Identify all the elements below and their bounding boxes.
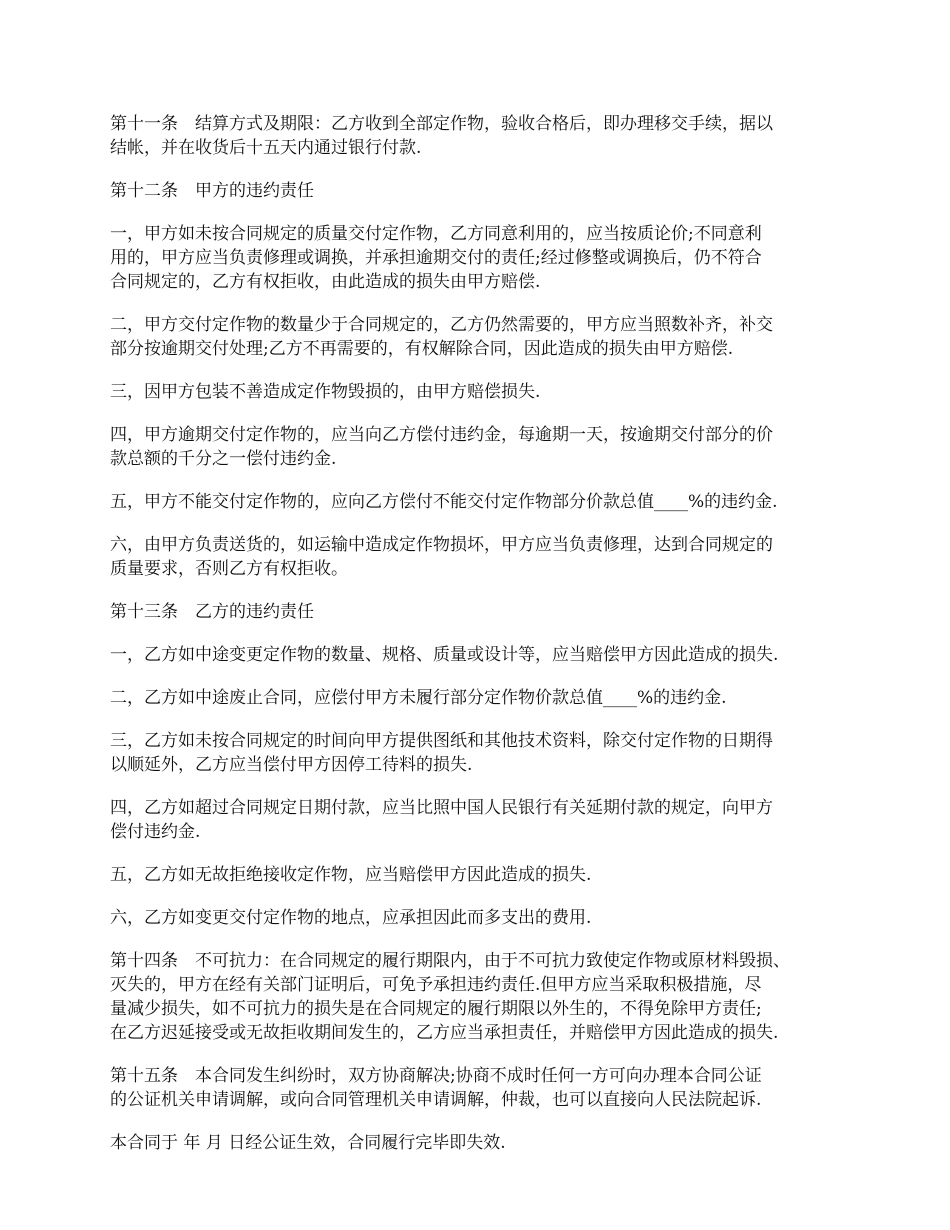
article-12-clause-5: 五，甲方不能交付定作物的，应向乙方偿付不能交付定作物部分价款总值____%的违约金. [110,492,778,512]
article-13-clause-3: 三，乙方如未按合同规定的时间向甲方提供图纸和其他技术资料，除交付定作物的日期得 以顺延外，乙方应当偿付甲方因停工待料的损失. [110,731,773,775]
article-13-clause-2: 二，乙方如中途废止合同，应偿付甲方未履行部分定作物价款总值____%的违约金. [110,688,727,708]
article-13-clause-1: 一，乙方如中途变更定作物的数量、规格、质量或设计等，应当赔偿甲方因此造成的损失. [110,645,779,665]
document-page [110,112,850,1174]
article-12-clause-3: 三，因甲方包装不善造成定作物毁损的，由甲方赔偿损失. [110,382,541,402]
article-13-heading: 第十三条 乙方的违约责任 [110,602,314,622]
article-12-clause-6: 六，由甲方负责送货的，如运输中造成定作物损坏，甲方应当负责修理，达到合同规定的 质量要求，否则乙方有权拒收。 [110,535,773,579]
article-13-clause-4: 四，乙方如超过合同规定日期付款，应当比照中国人民银行有关延期付款的规定，向甲方 偿付违约金. [110,798,773,842]
article-12-clause-4: 四，甲方逾期交付定作物的，应当向乙方偿付违约金，每逾期一天，按逾期交付部分的价 款总额的千分之一偿付违约金. [110,425,773,469]
article-12-heading: 第十二条 甲方的违约责任 [110,181,314,201]
article-15-disputes: 第十五条 本合同发生纠纷时，双方协商解决;协商不成时任何一方可向办理本合同公证 的公证机关申请调解，或向合同管理机关申请调解，仲裁，也可以直接向人民法院起诉. [110,1066,762,1110]
article-13-clause-6: 六，乙方如变更交付定作物的地点，应承担因此而多支出的费用. [110,908,592,928]
contract-effective-clause: 本合同于 年 月 日经公证生效，合同履行完毕即失效. [110,1133,506,1153]
article-12-clause-2: 二，甲方交付定作物的数量少于合同规定的，乙方仍然需要的，甲方应当照数补齐，补交 部分按逾期交付处理;乙方不再需要的，有权解除合同，因此造成的损失由甲方赔偿. [110,315,773,359]
article-12-clause-1: 一，甲方如未按合同规定的质量交付定作物，乙方同意利用的，应当按质论价;不同意利 用的，甲方应当负责修理或调换，并承担逾期交付的责任;经过修整或调换后，仍不符合 合同规定的，乙方有权拒收，由此造成的损失由甲方赔偿. [110,224,762,292]
article-13-clause-5: 五，乙方如无故拒绝接收定作物，应当赔偿甲方因此造成的损失. [110,865,592,885]
article-14-force-majeure: 第十四条 不可抗力：在合同规定的履行期限内，由于不可抗力致使定作物或原材料毁损、 灭失的，甲方在经有关部门证明后，可免予承担违约责任.但甲方应当采取积极措施，尽 量减少损失，如不可抗力的损失是在合同规定的履行期限以外生的，不得免除甲方责任; 在乙方迟延接受或无故拒收期间发生的，乙方应当承担责任，并赔偿甲方因此造成的损失. [110,951,790,1043]
article-11-settlement: 第十一条 结算方式及期限：乙方收到全部定作物，验收合格后，即办理移交手续，据以 结帐，并在收货后十五天内通过银行付款. [110,114,773,158]
